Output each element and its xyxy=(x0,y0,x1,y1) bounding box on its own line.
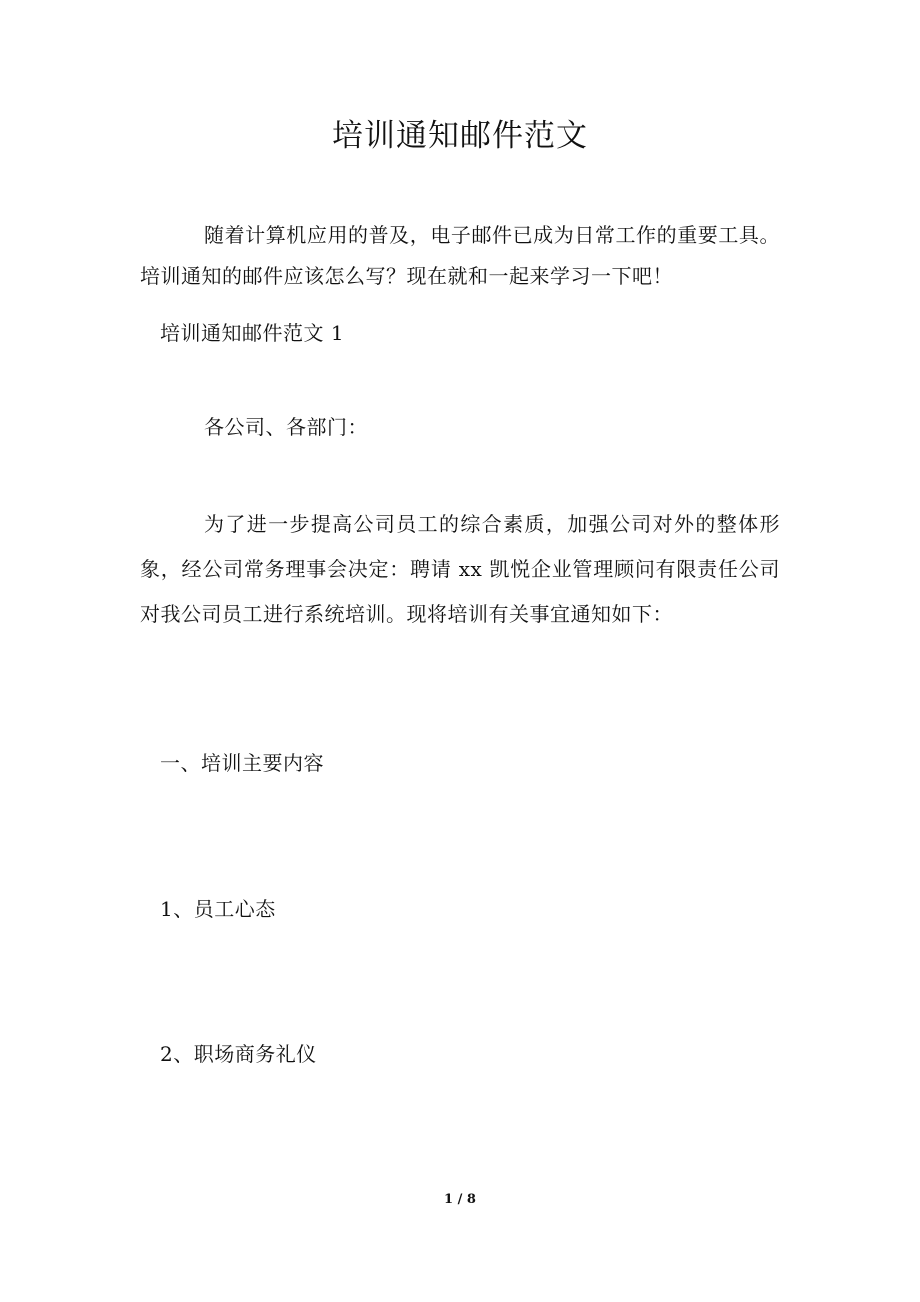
intro-paragraph: 随着计算机应用的普及，电子邮件已成为日常工作的重要工具。培训通知的邮件应该怎么写？现在就和一起来学习一下吧！ xyxy=(140,223,780,288)
sample-heading: 培训通知邮件范文 1 xyxy=(160,321,345,345)
list-item: 1、员工心态 xyxy=(160,897,276,921)
body-paragraph: 为了进一步提高公司员工的综合素质，加强公司对外的整体形象，经公司常务理事会决定：聘请 xx 凯悦企业管理顾问有限责任公司对我公司员工进行系统培训。现将培训有关事宜通知如下： xyxy=(140,512,780,626)
salutation: 各公司、各部门： xyxy=(204,415,368,439)
section-heading: 一、培训主要内容 xyxy=(160,751,324,775)
document-title: 培训通知邮件范文 xyxy=(332,118,588,154)
list-item: 2、职场商务礼仪 xyxy=(160,1042,317,1066)
page-indicator: 1 / 8 xyxy=(444,1192,476,1207)
